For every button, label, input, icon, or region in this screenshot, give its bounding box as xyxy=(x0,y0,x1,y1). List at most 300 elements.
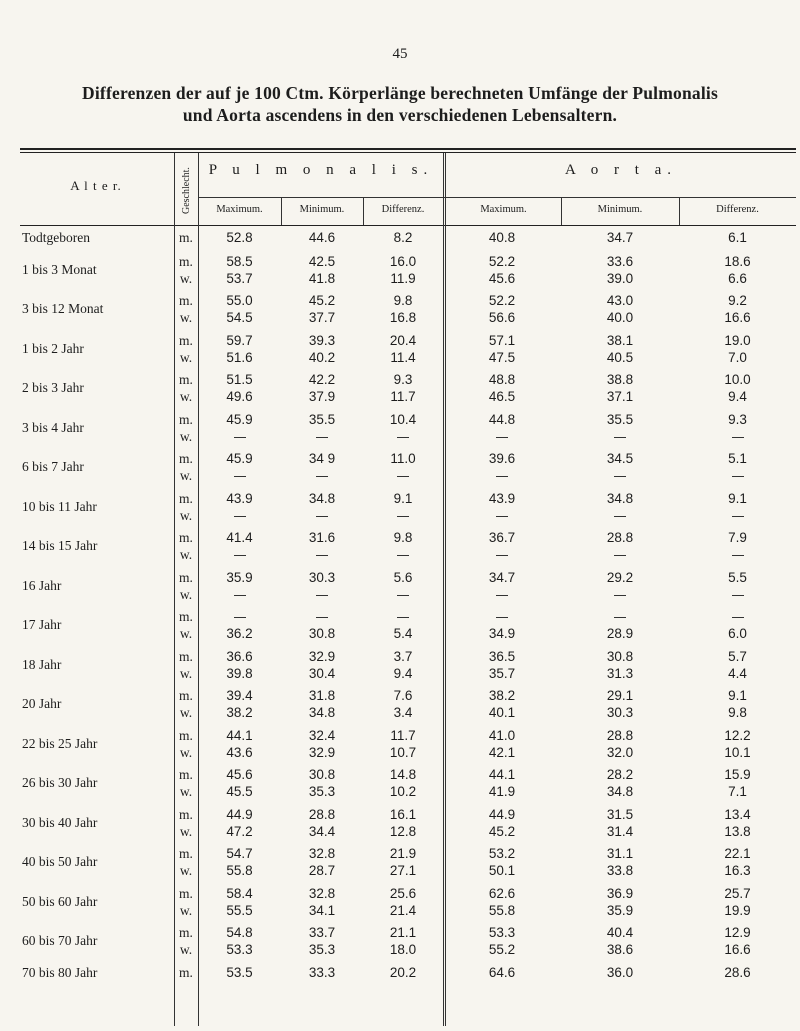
alter-cell: 3 bis 4 Jahr xyxy=(22,419,84,435)
table-row xyxy=(20,961,796,985)
pulmonalis-maximum-cell xyxy=(198,961,281,985)
aorta-differenz-cell xyxy=(679,448,796,488)
value xyxy=(363,507,443,524)
geschlecht-cell xyxy=(174,645,198,685)
empty-dash xyxy=(234,617,246,618)
pulmonalis-minimum-cell xyxy=(281,527,363,567)
aorta-differenz-cell xyxy=(679,882,796,922)
pulmonalis-maximum-cell xyxy=(198,369,281,409)
value: 40.2 xyxy=(308,349,336,365)
aorta-maximum-cell xyxy=(443,922,561,962)
value: 36.6 xyxy=(226,648,253,664)
value: 36.5 xyxy=(488,648,516,664)
empty-dash xyxy=(316,437,328,438)
empty-dash xyxy=(614,555,626,556)
value: 28.8 xyxy=(606,727,634,743)
aorta-differenz-cell xyxy=(679,961,796,985)
geschlecht-cell xyxy=(174,961,198,985)
value xyxy=(561,586,679,603)
table-row xyxy=(20,250,796,290)
table-row xyxy=(20,922,796,962)
value xyxy=(443,507,561,524)
value: 42.5 xyxy=(308,253,336,269)
aorta-header: A o r t a. xyxy=(564,162,678,178)
value: 32.9 xyxy=(308,744,336,760)
value: 20.2 xyxy=(389,965,417,980)
aorta-maximum-cell xyxy=(443,226,561,250)
value: 3.4 xyxy=(393,705,413,721)
pulmonalis-differenz-cell xyxy=(363,803,443,843)
value: 30.8 xyxy=(308,767,336,783)
value: 19.9 xyxy=(724,902,751,918)
empty-dash xyxy=(397,476,409,477)
geschlecht-value: m. xyxy=(179,451,193,467)
value: 19.0 xyxy=(724,332,751,348)
value: 31.1 xyxy=(606,846,634,862)
value: 32.9 xyxy=(308,648,336,664)
value: 27.1 xyxy=(389,863,417,879)
pulmonalis-differenz-cell xyxy=(363,226,443,250)
value: 12.8 xyxy=(389,823,417,839)
geschlecht-value: w. xyxy=(179,310,193,326)
geschlecht-value: m. xyxy=(179,965,193,980)
value: 41.4 xyxy=(226,530,253,546)
empty-dash xyxy=(316,516,328,517)
aorta-differenz-cell xyxy=(679,369,796,409)
value: 52.8 xyxy=(226,230,253,245)
value: 16.6 xyxy=(724,310,751,326)
aorta-differenz-cell xyxy=(679,803,796,843)
empty-dash xyxy=(496,595,508,596)
value: 36.9 xyxy=(606,885,634,901)
pulmonalis-maximum-cell xyxy=(198,645,281,685)
pulmonalis-differenz-cell xyxy=(363,448,443,488)
value: 11.4 xyxy=(390,349,416,365)
alter-cell: 40 bis 50 Jahr xyxy=(22,854,98,870)
aorta-maximum-cell xyxy=(443,250,561,290)
aorta-minimum-cell xyxy=(561,803,679,843)
geschlecht-cell xyxy=(174,685,198,725)
value: 5.6 xyxy=(393,569,413,585)
data-table xyxy=(20,226,796,985)
value xyxy=(561,507,679,524)
value: 43.0 xyxy=(606,293,634,309)
value: 54.5 xyxy=(226,310,253,326)
empty-dash xyxy=(614,437,626,438)
table-row xyxy=(20,226,796,250)
title-line-1: Differenzen der auf je 100 Ctm. Körperlänge berechneten Umfänge der Pulmonalis xyxy=(82,83,718,103)
value: 30.4 xyxy=(308,665,336,681)
value: 38.8 xyxy=(606,372,634,388)
value: 39.4 xyxy=(226,688,253,704)
value: 32.4 xyxy=(308,727,336,743)
table-row xyxy=(20,448,796,488)
value xyxy=(363,546,443,563)
value: 47.2 xyxy=(226,823,253,839)
value: 34.9 xyxy=(488,626,516,642)
pulmonalis-differenz-cell xyxy=(363,566,443,606)
value: 16.8 xyxy=(389,310,417,326)
value: 54.8 xyxy=(226,925,253,941)
value: 38.1 xyxy=(606,332,634,348)
value: 25.6 xyxy=(389,885,417,901)
aorta-minimum-cell xyxy=(561,843,679,883)
aorta-differenz-cell xyxy=(679,606,796,646)
value xyxy=(679,428,796,445)
geschlecht-value: m. xyxy=(179,688,193,704)
value: 35.5 xyxy=(606,411,634,427)
geschlecht-cell xyxy=(174,408,198,448)
empty-dash xyxy=(614,516,626,517)
empty-dash xyxy=(397,437,409,438)
value: 9.4 xyxy=(728,389,747,405)
alter-cell: 26 bis 30 Jahr xyxy=(22,775,98,791)
value: 16.1 xyxy=(389,806,417,822)
pulmonalis-minimum-cell xyxy=(281,226,363,250)
value: 20.4 xyxy=(389,332,417,348)
aorta-maximum-cell xyxy=(443,843,561,883)
geschlecht-cell xyxy=(174,527,198,567)
aorta-minimum-cell xyxy=(561,487,679,527)
aorta-differenz-cell xyxy=(679,764,796,804)
aorta-differenz-cell xyxy=(679,250,796,290)
value: 55.8 xyxy=(488,902,516,918)
geschlecht-cell xyxy=(174,369,198,409)
value: 33.6 xyxy=(606,253,634,269)
pulmonalis-maximum-cell xyxy=(198,843,281,883)
value: 9.8 xyxy=(393,530,413,546)
alter-cell: 18 Jahr xyxy=(22,656,62,672)
value: 31.5 xyxy=(606,806,634,822)
value: 21.9 xyxy=(389,846,417,862)
pulmonalis-maximum-cell xyxy=(198,606,281,646)
value: 38.2 xyxy=(226,705,253,721)
value: 13.8 xyxy=(724,823,751,839)
value: 7.0 xyxy=(728,349,747,365)
geschlecht-value: m. xyxy=(179,609,193,625)
value: 58.4 xyxy=(226,885,253,901)
value xyxy=(679,586,796,603)
value: 38.2 xyxy=(488,688,516,704)
aorta-minimum-cell xyxy=(561,226,679,250)
value: 55.5 xyxy=(226,902,253,918)
geschlecht-cell xyxy=(174,843,198,883)
value: 8.2 xyxy=(393,230,413,245)
value: 28.9 xyxy=(606,626,634,642)
alter-cell: 6 bis 7 Jahr xyxy=(22,459,84,475)
geschlecht-value: m. xyxy=(179,569,193,585)
value xyxy=(443,546,561,563)
value xyxy=(198,546,281,563)
empty-dash xyxy=(397,516,409,517)
empty-dash xyxy=(614,595,626,596)
alter-cell: Todtgeboren xyxy=(22,230,91,245)
value: 34.8 xyxy=(606,490,634,506)
value: 9.1 xyxy=(728,490,747,506)
value: 6.0 xyxy=(728,626,747,642)
value: 58.5 xyxy=(226,253,253,269)
pulmonalis-differenz-cell xyxy=(363,250,443,290)
value: 16.3 xyxy=(724,863,751,879)
geschlecht-cell xyxy=(174,803,198,843)
pulmonalis-maximum-cell xyxy=(198,408,281,448)
value: 44.1 xyxy=(488,767,516,783)
geschlecht-value: w. xyxy=(179,942,193,958)
aorta-maximum-cell xyxy=(443,566,561,606)
pulmonalis-maximum-cell xyxy=(198,724,281,764)
alter-cell: 10 bis 11 Jahr xyxy=(22,498,97,514)
table-row xyxy=(20,408,796,448)
pulmonalis-maximum-cell xyxy=(198,527,281,567)
value: 44.9 xyxy=(488,806,516,822)
value: 55.2 xyxy=(488,942,516,958)
empty-dash xyxy=(496,555,508,556)
value: 7.6 xyxy=(393,688,413,704)
value xyxy=(363,428,443,445)
pulmonalis-maximum-cell xyxy=(198,803,281,843)
value: 45.2 xyxy=(308,293,336,309)
value: 28.8 xyxy=(606,530,634,546)
alter-cell: 22 bis 25 Jahr xyxy=(22,735,98,751)
value: 30.8 xyxy=(308,626,336,642)
pulmonalis-differenz-cell xyxy=(363,329,443,369)
table-row xyxy=(20,843,796,883)
value: 11.7 xyxy=(390,727,416,743)
value: 30.3 xyxy=(308,569,336,585)
value: 64.6 xyxy=(488,965,516,980)
value xyxy=(198,586,281,603)
empty-dash xyxy=(234,595,246,596)
value: 33.3 xyxy=(308,965,336,980)
value: 34.1 xyxy=(308,902,336,918)
value xyxy=(561,428,679,445)
alter-header: A l t e r. xyxy=(70,178,122,193)
pulmonalis-maximum-cell xyxy=(198,329,281,369)
value: 10.1 xyxy=(724,744,751,760)
value: 53.7 xyxy=(226,270,253,286)
value: 44.6 xyxy=(308,230,336,245)
aorta-minimum-cell xyxy=(561,369,679,409)
pulmonalis-maximum-header: Maximum. xyxy=(216,204,263,215)
value: 9.3 xyxy=(393,372,413,388)
empty-dash xyxy=(316,555,328,556)
value: 44.9 xyxy=(226,806,253,822)
value: 5.4 xyxy=(393,626,413,642)
empty-dash xyxy=(234,555,246,556)
value xyxy=(561,546,679,563)
value: 4.4 xyxy=(728,665,747,681)
pulmonalis-maximum-cell xyxy=(198,226,281,250)
value xyxy=(363,586,443,603)
value: 53.3 xyxy=(226,942,253,958)
value: 43.9 xyxy=(226,490,253,506)
table-row xyxy=(20,527,796,567)
geschlecht-cell xyxy=(174,882,198,922)
value: 35.9 xyxy=(226,569,253,585)
value xyxy=(198,608,281,625)
value: 34 9 xyxy=(308,451,336,467)
empty-dash xyxy=(732,516,744,517)
value xyxy=(281,546,363,563)
pulmonalis-minimum-cell xyxy=(281,408,363,448)
value: 39.3 xyxy=(308,332,336,348)
geschlecht-value: m. xyxy=(179,490,193,506)
pulmonalis-maximum-cell xyxy=(198,685,281,725)
aorta-maximum-cell xyxy=(443,803,561,843)
value: 48.8 xyxy=(488,372,516,388)
geschlecht-value: w. xyxy=(179,428,193,444)
value: 51.6 xyxy=(226,349,253,365)
pulmonalis-differenz-cell xyxy=(363,764,443,804)
value: 62.6 xyxy=(488,885,516,901)
value: 40.0 xyxy=(606,310,634,326)
value: 9.4 xyxy=(393,665,413,681)
value: 11.9 xyxy=(390,270,416,286)
geschlecht-value: w. xyxy=(179,547,193,563)
aorta-differenz-cell xyxy=(679,645,796,685)
pulmonalis-maximum-cell xyxy=(198,290,281,330)
geschlecht-cell xyxy=(174,290,198,330)
aorta-minimum-cell xyxy=(561,685,679,725)
aorta-differenz-cell xyxy=(679,329,796,369)
value: 30.3 xyxy=(606,705,634,721)
pulmonalis-minimum-cell xyxy=(281,250,363,290)
geschlecht-cell xyxy=(174,606,198,646)
aorta-minimum-cell xyxy=(561,764,679,804)
geschlecht-value: w. xyxy=(179,389,193,405)
value: 53.3 xyxy=(488,925,516,941)
geschlecht-cell xyxy=(174,487,198,527)
empty-dash xyxy=(316,476,328,477)
aorta-minimum-cell xyxy=(561,250,679,290)
value xyxy=(443,586,561,603)
value: 41.0 xyxy=(488,727,516,743)
value: 6.1 xyxy=(728,230,747,245)
geschlecht-value: m. xyxy=(179,332,193,348)
value: 34.8 xyxy=(308,705,336,721)
value: 36.2 xyxy=(226,626,253,642)
value: 28.8 xyxy=(308,806,336,822)
value xyxy=(363,608,443,625)
value: 40.4 xyxy=(606,925,634,941)
value: 39.8 xyxy=(226,665,253,681)
value: 43.9 xyxy=(488,490,516,506)
aorta-differenz-cell xyxy=(679,685,796,725)
geschlecht-cell xyxy=(174,764,198,804)
value: 34.5 xyxy=(606,451,634,467)
empty-dash xyxy=(397,617,409,618)
geschlecht-value: m. xyxy=(179,253,193,269)
value: 45.9 xyxy=(226,451,253,467)
geschlecht-value: w. xyxy=(179,586,193,602)
empty-dash xyxy=(234,437,246,438)
value: 40.1 xyxy=(488,705,516,721)
aorta-differenz-cell xyxy=(679,566,796,606)
value xyxy=(679,467,796,484)
aorta-maximum-cell xyxy=(443,329,561,369)
value: 34.7 xyxy=(488,569,516,585)
pulmonalis-differenz-cell xyxy=(363,290,443,330)
aorta-minimum-cell xyxy=(561,724,679,764)
aorta-minimum-cell xyxy=(561,606,679,646)
aorta-maximum-cell xyxy=(443,882,561,922)
aorta-minimum-cell xyxy=(561,645,679,685)
value: 31.3 xyxy=(606,665,634,681)
value: 9.1 xyxy=(728,688,747,704)
empty-dash xyxy=(496,437,508,438)
pulmonalis-minimum-header: Minimum. xyxy=(299,204,345,215)
geschlecht-value: m. xyxy=(179,846,193,862)
pulmonalis-minimum-cell xyxy=(281,764,363,804)
aorta-maximum-header: Maximum. xyxy=(480,204,527,215)
aorta-minimum-cell xyxy=(561,408,679,448)
value: 12.2 xyxy=(724,727,751,743)
value: 42.1 xyxy=(488,744,516,760)
geschlecht-value: m. xyxy=(179,885,193,901)
empty-dash xyxy=(614,617,626,618)
geschlecht-value: w. xyxy=(179,823,193,839)
value: 55.8 xyxy=(226,863,253,879)
value: 5.1 xyxy=(728,451,747,467)
value: 38.6 xyxy=(606,942,634,958)
title-line-2: und Aorta ascendens in den verschiedenen Lebensaltern. xyxy=(182,105,618,125)
geschlecht-value: m. xyxy=(179,648,193,664)
geschlecht-value: w. xyxy=(179,665,193,681)
pulmonalis-differenz-cell xyxy=(363,645,443,685)
value: 21.4 xyxy=(389,902,417,918)
value: 18.6 xyxy=(724,253,751,269)
value: 33.8 xyxy=(606,863,634,879)
pulmonalis-minimum-cell xyxy=(281,645,363,685)
value: 31.8 xyxy=(308,688,336,704)
value: 10.2 xyxy=(389,784,417,800)
value xyxy=(281,467,363,484)
value: 5.5 xyxy=(728,569,747,585)
geschlecht-cell xyxy=(174,250,198,290)
geschlecht-cell xyxy=(174,922,198,962)
pulmonalis-minimum-cell xyxy=(281,843,363,883)
value: 44.1 xyxy=(226,727,253,743)
aorta-maximum-cell xyxy=(443,764,561,804)
value: 45.5 xyxy=(226,784,253,800)
value: 31.4 xyxy=(606,823,634,839)
value: 9.1 xyxy=(393,490,413,506)
empty-dash xyxy=(614,476,626,477)
value: 3.7 xyxy=(393,648,413,664)
value: 37.9 xyxy=(308,389,336,405)
alter-cell: 1 bis 3 Monat xyxy=(22,261,97,277)
pulmonalis-differenz-cell xyxy=(363,527,443,567)
subheader-rule xyxy=(198,197,796,198)
value: 45.2 xyxy=(488,823,516,839)
value: 45.6 xyxy=(488,270,516,286)
value xyxy=(281,586,363,603)
value: 35.7 xyxy=(488,665,516,681)
geschlecht-value: m. xyxy=(179,411,193,427)
value: 36.7 xyxy=(488,530,516,546)
pulmonalis-minimum-cell xyxy=(281,290,363,330)
value: 40.8 xyxy=(488,230,516,245)
pulmonalis-differenz-header: Differenz. xyxy=(381,204,425,215)
pulmonalis-minimum-cell xyxy=(281,882,363,922)
value: 9.2 xyxy=(728,293,747,309)
pulmonalis-minimum-cell xyxy=(281,369,363,409)
value xyxy=(443,428,561,445)
page-title xyxy=(20,82,780,126)
value: 9.8 xyxy=(728,705,747,721)
value: 34.4 xyxy=(308,823,336,839)
aorta-maximum-cell xyxy=(443,645,561,685)
